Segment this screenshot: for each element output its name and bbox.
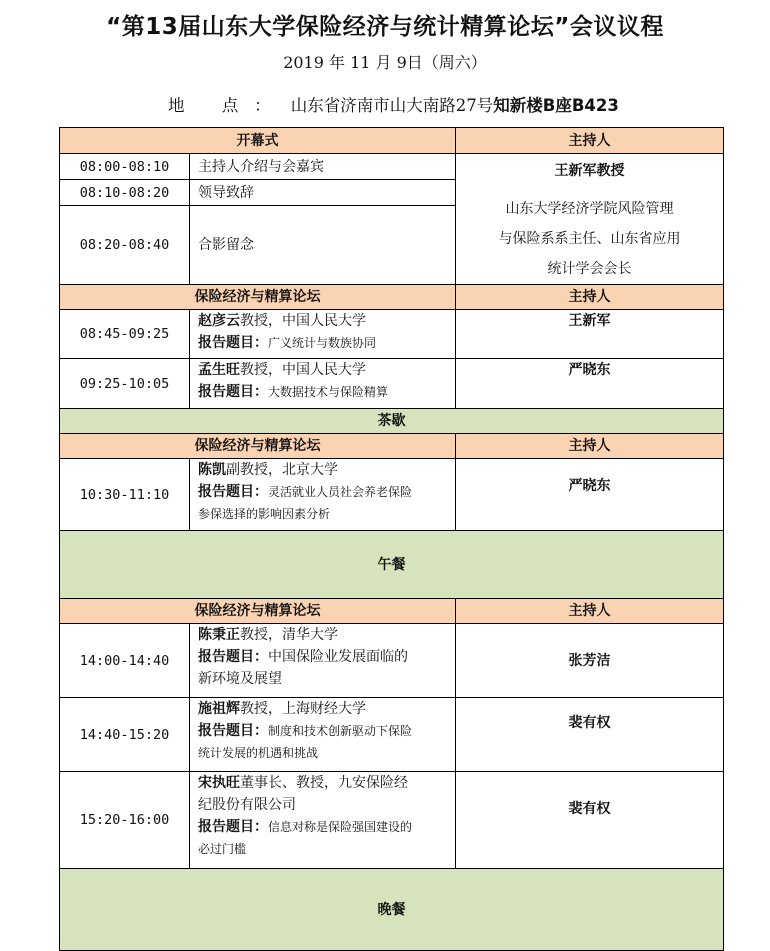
venue-address: 山东省济南市山大南路27号 bbox=[290, 96, 494, 115]
report-label: 报告题目： bbox=[198, 723, 268, 739]
time-slot: 09:25-10:05 bbox=[60, 359, 190, 409]
venue-label: 地 点： bbox=[168, 96, 287, 115]
speaker-name: 孟生旺 bbox=[198, 362, 240, 378]
speaker-affiliation: 教授，中国人民大学 bbox=[240, 313, 366, 329]
talk-cell bbox=[190, 624, 456, 698]
talk-host: 王新军 bbox=[456, 310, 724, 359]
talk-host: 严晓东 bbox=[456, 359, 724, 409]
time-slot: 10:30-11:10 bbox=[60, 459, 190, 531]
lunch: 午餐 bbox=[60, 531, 724, 599]
report-title: 大数据技术与保险精算 bbox=[268, 385, 389, 399]
opening-header-row bbox=[60, 128, 724, 154]
opening-host-role-2: 与保险系系主任、山东省应用 bbox=[498, 231, 681, 247]
report-label: 报告题目： bbox=[198, 484, 268, 500]
report-title-line-2: 必过门槛 bbox=[198, 842, 247, 856]
opening-host-role-1: 山东大学经济学院风险管理 bbox=[505, 201, 674, 217]
opening-host-cell bbox=[456, 154, 724, 285]
session1-host-header: 主持人 bbox=[456, 285, 724, 310]
agenda-item: 主持人介绍与会嘉宾 bbox=[190, 154, 456, 180]
report-title-line-1: 灵活就业人员社会养老保险 bbox=[268, 485, 413, 499]
speaker-name: 赵彦云 bbox=[198, 313, 240, 329]
opening-host-name: 王新军教授 bbox=[554, 163, 625, 179]
opening-host-role-3: 统计学会会长 bbox=[547, 261, 632, 277]
report-label: 报告题目： bbox=[198, 649, 268, 665]
session2-host-header: 主持人 bbox=[456, 434, 724, 459]
agenda-item: 合影留念 bbox=[190, 206, 456, 285]
speaker-affiliation-line-1: 董事长、教授，九安保险经 bbox=[240, 775, 408, 791]
report-title-line-2: 新环境及展望 bbox=[198, 671, 282, 687]
speaker-affiliation: 教授，清华大学 bbox=[240, 627, 338, 643]
speaker-affiliation-line-2: 纪股份有限公司 bbox=[198, 797, 296, 813]
talk-cell bbox=[190, 698, 456, 772]
table-row bbox=[60, 624, 724, 698]
time-slot: 08:20-08:40 bbox=[60, 206, 190, 285]
table-row bbox=[60, 359, 724, 409]
table-row bbox=[60, 698, 724, 772]
table-row bbox=[60, 772, 724, 869]
time-slot: 14:40-15:20 bbox=[60, 698, 190, 772]
session3-header: 保险经济与精算论坛 bbox=[60, 599, 456, 624]
session3-host-header: 主持人 bbox=[456, 599, 724, 624]
venue-line bbox=[168, 92, 619, 116]
report-label: 报告题目： bbox=[198, 384, 268, 400]
page-title: “第13届山东大学保险经济与统计精算论坛”会议议程 bbox=[106, 14, 664, 40]
agenda-table bbox=[59, 127, 724, 951]
time-slot: 15:20-16:00 bbox=[60, 772, 190, 869]
talk-host: 裴有权 bbox=[456, 772, 724, 869]
talk-cell bbox=[190, 772, 456, 869]
dinner: 晚餐 bbox=[60, 869, 724, 951]
table-row bbox=[60, 310, 724, 359]
session2-header-row bbox=[60, 434, 724, 459]
report-title-line-1: 信息对称是保险强国建设的 bbox=[268, 820, 413, 834]
report-title: 广义统计与数族协同 bbox=[268, 336, 377, 350]
report-title-line-1: 制度和技术创新驱动下保险 bbox=[268, 724, 413, 738]
speaker-name: 陈秉正 bbox=[198, 627, 240, 643]
opening-header: 开幕式 bbox=[60, 128, 456, 154]
session1-header-row bbox=[60, 285, 724, 310]
speaker-affiliation: 教授，中国人民大学 bbox=[240, 362, 366, 378]
venue-building: 知新楼B座B423 bbox=[493, 96, 619, 115]
talk-cell bbox=[190, 359, 456, 409]
opening-host-header: 主持人 bbox=[456, 128, 724, 154]
report-label: 报告题目： bbox=[198, 335, 268, 351]
report-title-line-2: 参保选择的影响因素分析 bbox=[198, 507, 331, 521]
session3-header-row bbox=[60, 599, 724, 624]
report-label: 报告题目： bbox=[198, 819, 268, 835]
time-slot: 08:45-09:25 bbox=[60, 310, 190, 359]
dinner-row bbox=[60, 869, 724, 951]
talk-cell bbox=[190, 459, 456, 531]
talk-host: 裴有权 bbox=[456, 698, 724, 772]
speaker-name: 施祖辉 bbox=[198, 701, 240, 717]
speaker-affiliation: 教授，上海财经大学 bbox=[240, 701, 366, 717]
talk-cell bbox=[190, 310, 456, 359]
table-row bbox=[60, 459, 724, 531]
lunch-row bbox=[60, 531, 724, 599]
tea-break: 茶歇 bbox=[60, 409, 724, 434]
report-title-line-1: 中国保险业发展面临的 bbox=[268, 649, 408, 665]
speaker-name: 陈凯 bbox=[198, 462, 226, 478]
talk-host: 严晓东 bbox=[456, 459, 724, 531]
time-slot: 14:00-14:40 bbox=[60, 624, 190, 698]
agenda-item: 领导致辞 bbox=[190, 180, 456, 206]
table-row bbox=[60, 154, 724, 180]
event-date: 2019 年 11 月 9日（周六） bbox=[283, 53, 487, 72]
session2-header: 保险经济与精算论坛 bbox=[60, 434, 456, 459]
speaker-affiliation: 副教授，北京大学 bbox=[226, 462, 338, 478]
time-slot: 08:00-08:10 bbox=[60, 154, 190, 180]
session1-header: 保险经济与精算论坛 bbox=[60, 285, 456, 310]
break-row bbox=[60, 409, 724, 434]
time-slot: 08:10-08:20 bbox=[60, 180, 190, 206]
talk-host: 张芳洁 bbox=[456, 624, 724, 698]
report-title-line-2: 统计发展的机遇和挑战 bbox=[198, 746, 319, 760]
speaker-name: 宋执旺 bbox=[198, 775, 240, 791]
